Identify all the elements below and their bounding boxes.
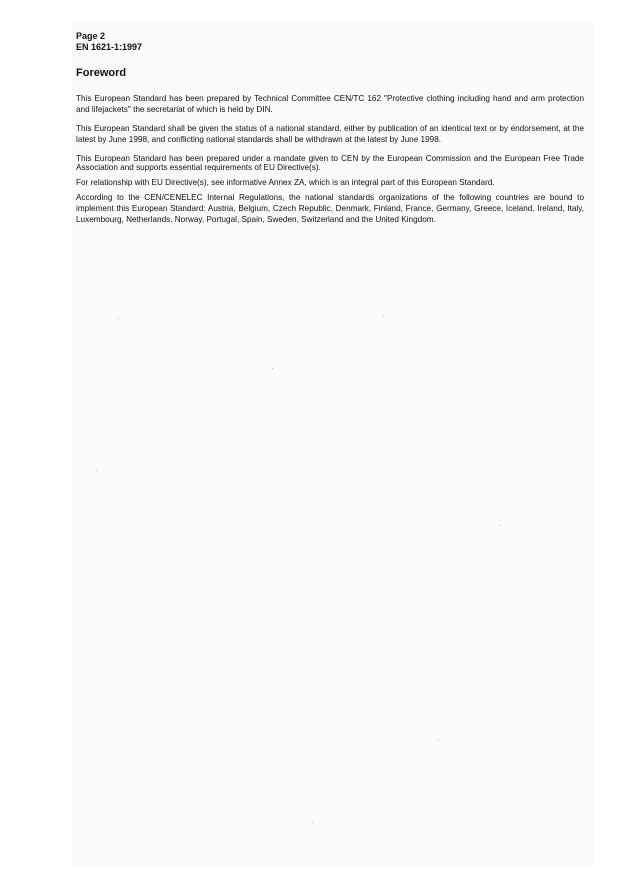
scan-speck xyxy=(96,470,97,471)
paragraph-implementing-countries: According to the CEN/CENELEC Internal Regulations, the national standards organizations of the following countries are bound to implement this European Standard: Austria, Belgium, Czech Republic, Denmark, Finland, France, Germany, Greece, Iceland, Ireland, Italy, Luxembourg, Netherlands, Norway, Portugal, Spain, Sweden, Switzerland and the United Kingdom. xyxy=(76,193,584,224)
paragraph-national-status: This European Standard shall be given the status of a national standard, either by publication of an identical text or by endorsement, at the latest by June 1998, and conflicting national standards shall be withdrawn at the latest by June 1998. xyxy=(76,124,584,144)
document-id: EN 1621-1:1997 xyxy=(76,42,143,52)
scan-speck xyxy=(500,525,501,526)
scan-speck xyxy=(312,822,313,823)
scan-speck xyxy=(272,368,273,369)
page-number: Page 2 xyxy=(76,31,106,41)
paragraph-mandate: This European Standard has been prepared under a mandate given to CEN by the European Commission and the European Free Trade Association and supports essential requirements of EU Directive(s). xyxy=(76,154,584,173)
scan-speck xyxy=(383,316,384,317)
paragraph-eu-directive: For relationship with EU Directive(s), see informative Annex ZA, which is an integral part of this European Standard. xyxy=(76,178,495,188)
section-title: Foreword xyxy=(76,67,127,79)
scan-speck xyxy=(438,740,439,741)
paragraph-technical-committee: This European Standard has been prepared by Technical Committee CEN/TC 162 "Protective clothing including hand and arm protection and lifejackets" the secretariat of which is held by DIN. xyxy=(76,94,584,114)
foreword-body xyxy=(76,94,584,234)
page-header xyxy=(76,31,142,53)
scan-speck xyxy=(118,318,119,319)
